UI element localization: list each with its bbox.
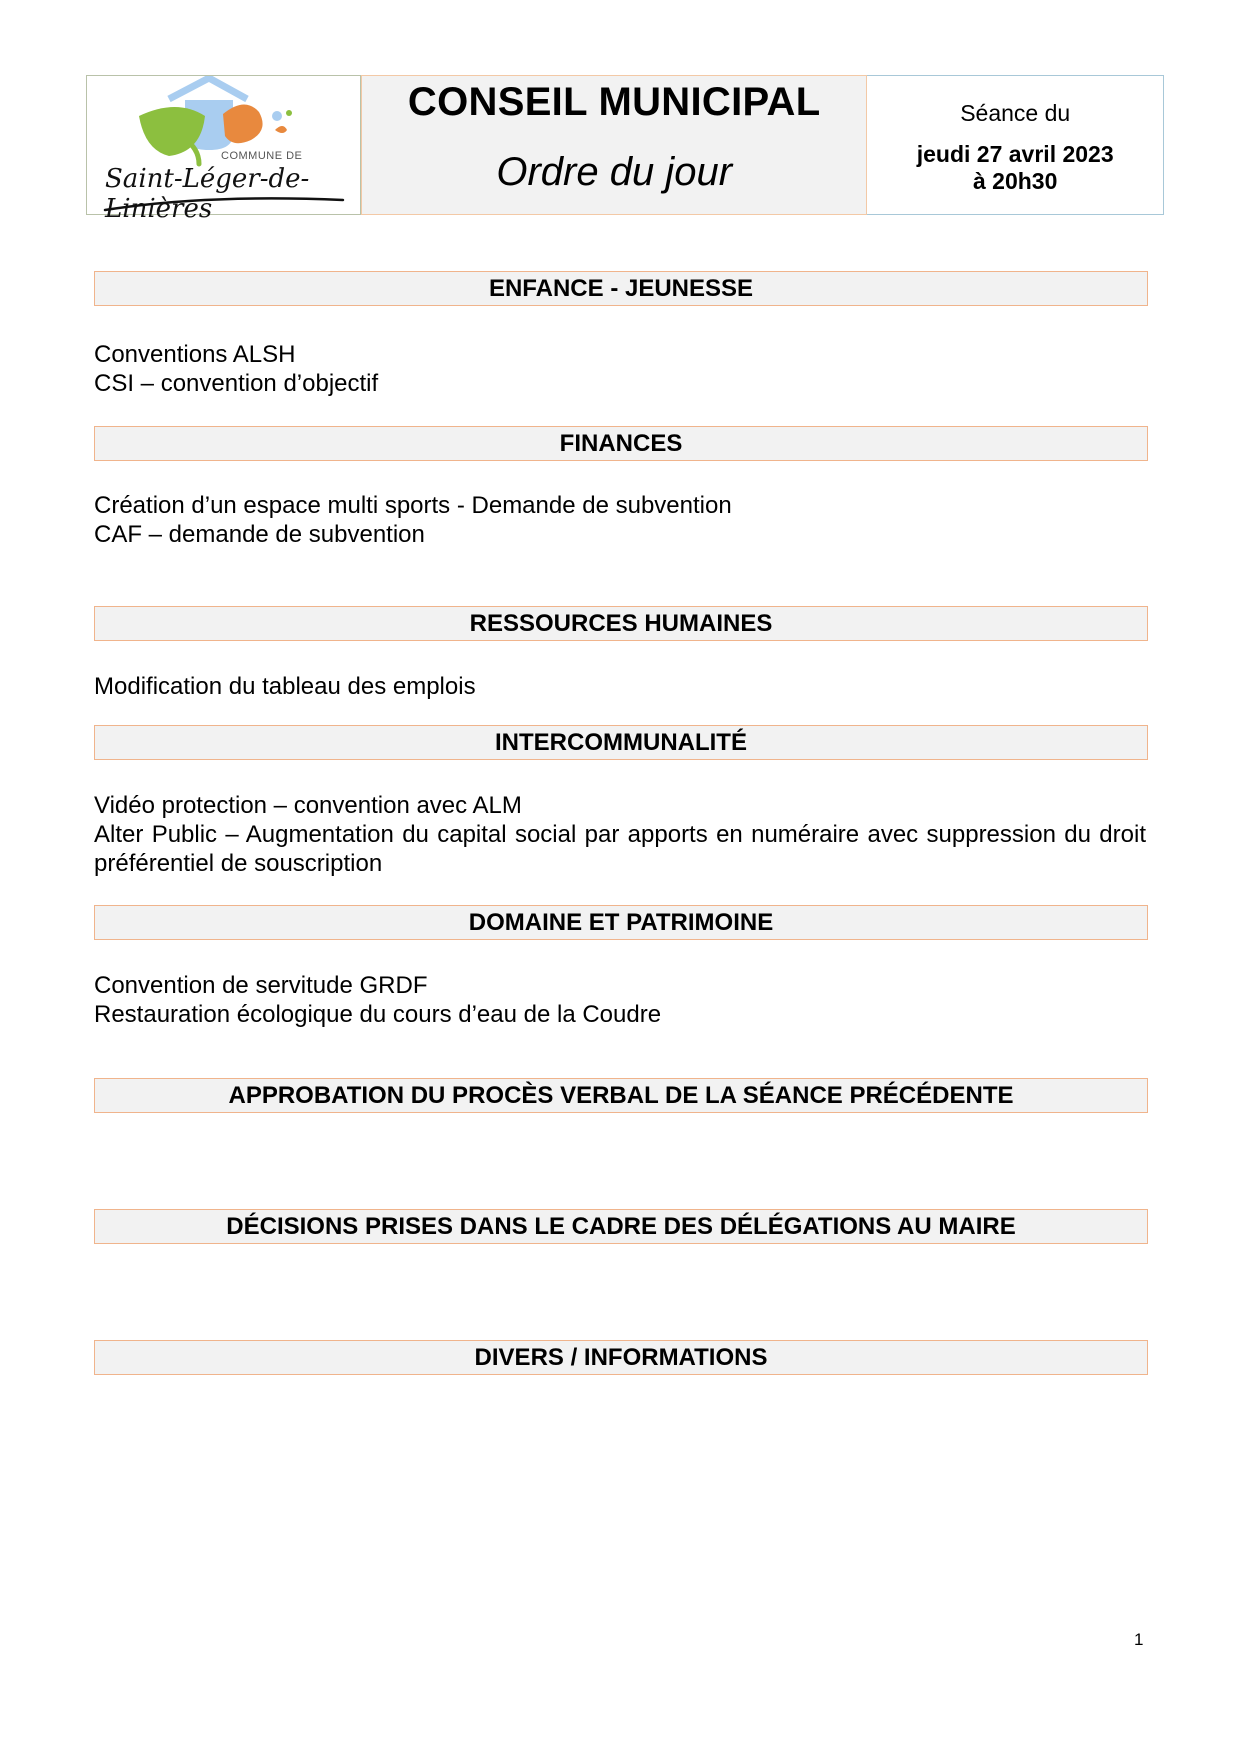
section-heading-intercommunalite: INTERCOMMUNALITÉ: [94, 725, 1148, 760]
logo-name-text: Saint-Léger-de-Linières: [105, 164, 310, 224]
page-number: 1: [1134, 1630, 1144, 1649]
title-panel: [361, 75, 867, 215]
agenda-item: Restauration écologique du cours d’eau de la Coudre: [94, 1001, 662, 1028]
page-subtitle: Ordre du jour: [496, 150, 733, 194]
agenda-item: Convention de servitude GRDF: [94, 972, 428, 999]
seance-panel: [867, 75, 1164, 215]
document-header: [86, 75, 1164, 224]
section-heading-domaine-patrimoine: DOMAINE ET PATRIMOINE: [94, 905, 1148, 940]
seance-time: à 20h30: [972, 168, 1058, 194]
seance-label: Séance du: [960, 100, 1071, 126]
section-heading-approbation-pv: APPROBATION DU PROCÈS VERBAL DE LA SÉANCE PRÉCÉDENTE: [94, 1078, 1148, 1113]
section-heading-enfance-jeunesse: ENFANCE - JEUNESSE: [94, 271, 1148, 306]
agenda-item: Modification du tableau des emplois: [94, 673, 476, 700]
section-heading-finances: FINANCES: [94, 426, 1148, 461]
seance-date: jeudi 27 avril 2023: [916, 141, 1114, 167]
section-heading-ressources-humaines: RESSOURCES HUMAINES: [94, 606, 1148, 641]
commune-logo: [86, 75, 361, 224]
agenda-item: Conventions ALSH: [94, 341, 296, 368]
agenda-item: CAF – demande de subvention: [94, 521, 425, 548]
section-heading-divers-informations: DIVERS / INFORMATIONS: [94, 1340, 1148, 1375]
page-title: CONSEIL MUNICIPAL: [407, 80, 821, 124]
logo-commune-de-text: COMMUNE DE: [221, 150, 303, 162]
agenda-item: Alter Public – Augmentation du capital social par apports en numéraire avec suppression du droit préférentiel de souscription: [94, 821, 1146, 877]
agenda-item: Création d’un espace multi sports - Demande de subvention: [94, 492, 732, 519]
agenda-item: CSI – convention d’objectif: [94, 370, 379, 397]
section-heading-decisions-delegations: DÉCISIONS PRISES DANS LE CADRE DES DÉLÉGATIONS AU MAIRE: [94, 1209, 1148, 1244]
agenda-item: Vidéo protection – convention avec ALM: [94, 792, 522, 819]
